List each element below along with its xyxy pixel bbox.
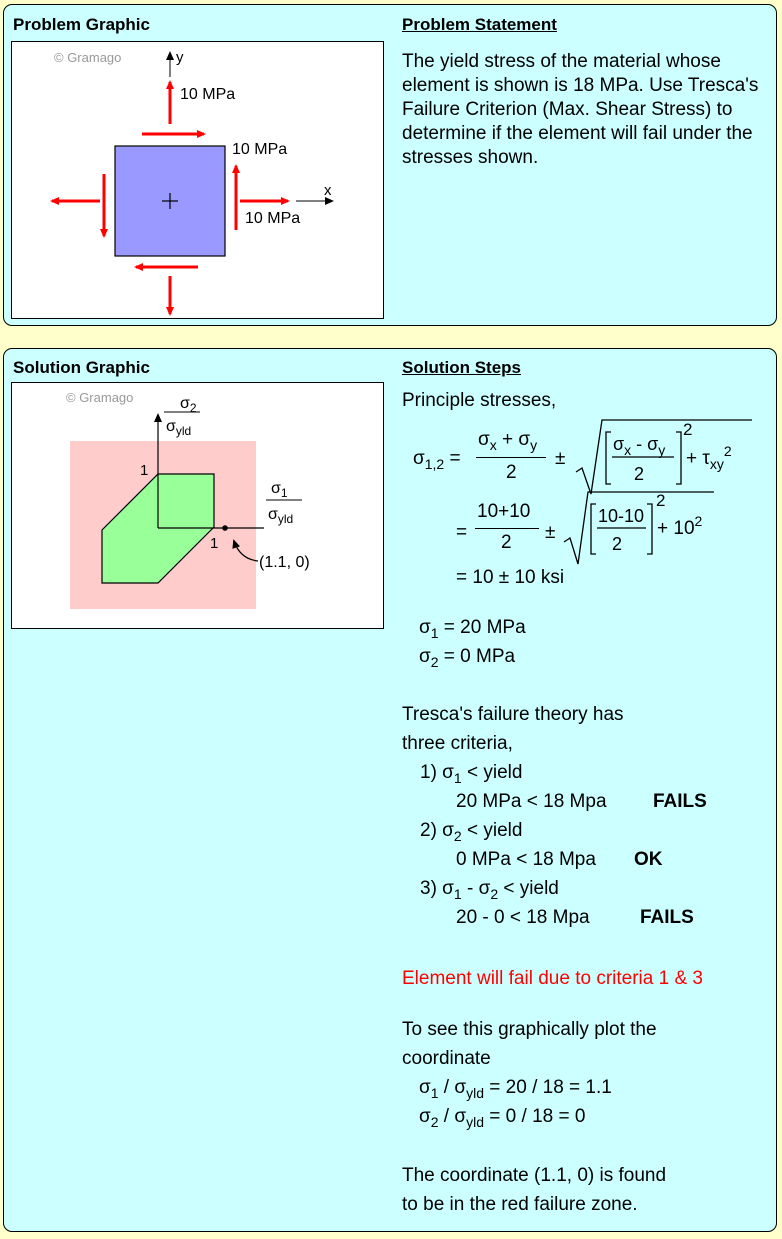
- final-note-1: The coordinate (1.1, 0) is found: [402, 1165, 667, 1186]
- tresca-intro-1: Tresca's failure theory has: [402, 704, 624, 725]
- criterion-1-result: FAILS: [653, 791, 707, 812]
- y-axis-label: y: [176, 49, 184, 66]
- tick-y-1: 1: [140, 462, 149, 479]
- watermark: © Gramago: [66, 390, 134, 405]
- solution-steps-title: Solution Steps: [402, 358, 521, 377]
- final-note-2: to be in the red failure zone.: [402, 1194, 638, 1215]
- tresca-intro-2: three criteria,: [402, 733, 513, 754]
- problem-graphic: [11, 41, 384, 319]
- criterion-3-check: 20 - 0 < 18 Mpa: [456, 907, 590, 928]
- problem-statement-title: Problem Statement: [402, 15, 557, 34]
- solution-graphic-title: Solution Graphic: [13, 358, 150, 377]
- criterion-3-label: 3) $\sigma_1 - \sigma_2$ < yield: [420, 878, 559, 902]
- sigma2-label: $\sigma_2$: [180, 395, 197, 415]
- result-line: = 10 ± 10 ksi: [456, 567, 565, 588]
- criterion-2-result: OK: [634, 849, 663, 870]
- label-stress-top: 10 MPa: [180, 86, 236, 103]
- criterion-2-label: 2) $\sigma_2$ < yield: [420, 820, 523, 844]
- label-stress-right: 10 MPa: [245, 210, 301, 227]
- sigma1-yld-label: $\sigma_{yld}$: [268, 506, 294, 526]
- tick-x-1: 1: [210, 535, 219, 552]
- step-intro: Principle stresses,: [402, 390, 557, 411]
- problem-statement-text: The yield stress of the material whose element is shown is 18 MPa. Use Tresca's Failure Criterion (Max. Shear Stress) to determine if the element will fail under the stresses shown.: [402, 51, 759, 168]
- point-label: (1.1, 0): [259, 554, 310, 571]
- conclusion: Element will fail due to criteria 1 & 3: [402, 968, 703, 989]
- sigma2-yld-label: $\sigma_{yld}$: [166, 418, 192, 438]
- criterion-1-check: 20 MPa < 18 Mpa: [456, 791, 607, 812]
- ratio-1: $\sigma_1 / \sigma_{yld} = 20 / 18 = 1.1$: [419, 1077, 612, 1101]
- sigma2-value: $\sigma_2 = 0$ MPa: [419, 646, 516, 670]
- coordinate-point: [222, 525, 228, 531]
- criterion-2-check: 0 MPa < 18 Mpa: [456, 849, 596, 870]
- ratio-2: $\sigma_2 / \sigma_{yld} = 0 / 18 = 0$: [419, 1106, 586, 1130]
- graph-note-2: coordinate: [402, 1048, 491, 1069]
- watermark: © Gramago: [54, 50, 122, 65]
- x-axis-label: x: [324, 182, 332, 199]
- solution-graphic: [11, 382, 384, 629]
- problem-graphic-title: Problem Graphic: [13, 15, 150, 34]
- graph-note-1: To see this graphically plot the: [402, 1019, 657, 1040]
- plus-minus: ±: [555, 448, 566, 469]
- sigma1-label: $\sigma_1$: [271, 480, 288, 500]
- sigma1-value: $\sigma_1 = 20$ MPa: [419, 617, 526, 641]
- criterion-1-label: 1) $\sigma_1$ < yield: [420, 762, 523, 786]
- label-stress-shear: 10 MPa: [232, 141, 288, 158]
- criterion-3-result: FAILS: [640, 907, 694, 928]
